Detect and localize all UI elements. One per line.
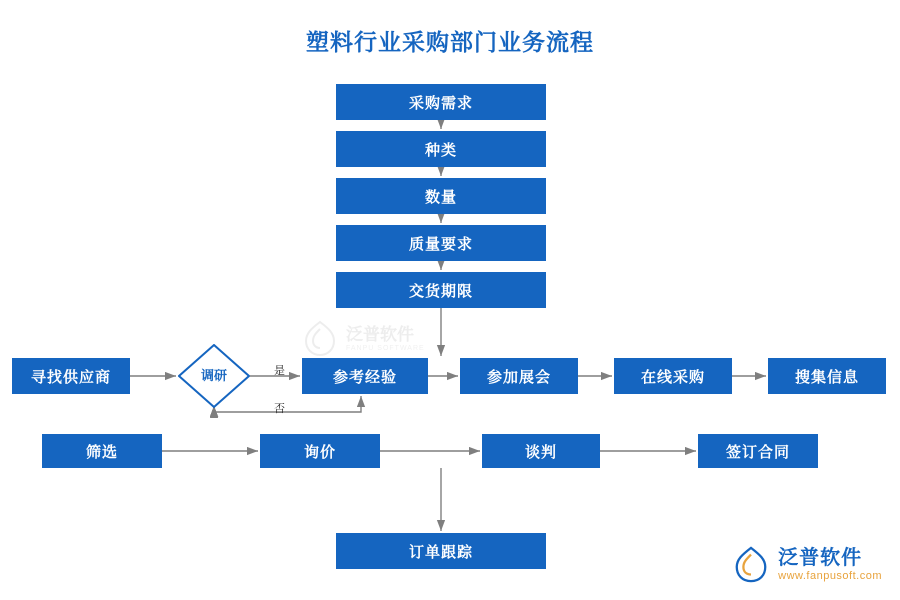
node-label: 参加展会 bbox=[486, 368, 551, 386]
brand-logo bbox=[732, 546, 882, 584]
brand-url: www.fanpusoft.com bbox=[778, 570, 882, 583]
node-label: 筛选 bbox=[85, 443, 118, 461]
edge-label-no: 否 bbox=[274, 403, 285, 415]
edge-label-yes: 是 bbox=[274, 365, 285, 377]
node-label: 搜集信息 bbox=[794, 368, 859, 386]
node-negotiate[interactable] bbox=[482, 434, 600, 468]
node-label: 签订合同 bbox=[725, 443, 790, 461]
page-title: 塑料行业采购部门业务流程 bbox=[306, 29, 594, 55]
watermark-logo-icon bbox=[300, 319, 340, 359]
node-experience[interactable] bbox=[302, 358, 428, 394]
brand-text bbox=[778, 547, 882, 583]
node-label: 谈判 bbox=[524, 443, 557, 461]
decision-label: 调研 bbox=[200, 368, 227, 384]
node-inquiry[interactable] bbox=[260, 434, 380, 468]
node-label: 采购需求 bbox=[408, 94, 473, 112]
node-label: 询价 bbox=[303, 443, 336, 461]
node-expo[interactable] bbox=[460, 358, 578, 394]
node-label: 在线采购 bbox=[640, 368, 705, 386]
node-demand[interactable] bbox=[336, 84, 546, 120]
node-label: 寻找供应商 bbox=[30, 368, 111, 386]
watermark-text bbox=[346, 326, 425, 352]
node-label: 订单跟踪 bbox=[408, 543, 473, 561]
brand-name: 泛普软件 bbox=[778, 547, 863, 570]
decision-research[interactable] bbox=[178, 344, 250, 408]
node-label: 数量 bbox=[424, 188, 457, 206]
node-category[interactable] bbox=[336, 131, 546, 167]
node-collect-info[interactable] bbox=[768, 358, 886, 394]
node-sign-contract[interactable] bbox=[698, 434, 818, 468]
node-quantity[interactable] bbox=[336, 178, 546, 214]
node-label: 交货期限 bbox=[408, 282, 473, 300]
node-screen[interactable] bbox=[42, 434, 162, 468]
watermark-name: 泛普软件 bbox=[346, 324, 414, 344]
node-delivery[interactable] bbox=[336, 272, 546, 308]
watermark-sub: FANPU SOFTWARE bbox=[346, 344, 425, 352]
watermark bbox=[300, 315, 490, 363]
node-online-purchase[interactable] bbox=[614, 358, 732, 394]
node-label: 种类 bbox=[424, 141, 457, 159]
fanpu-logo-icon bbox=[732, 546, 770, 584]
node-find-supplier[interactable] bbox=[12, 358, 130, 394]
node-label: 质量要求 bbox=[408, 235, 473, 253]
node-quality[interactable] bbox=[336, 225, 546, 261]
node-label: 参考经验 bbox=[332, 368, 397, 386]
node-order-tracking[interactable] bbox=[336, 533, 546, 569]
